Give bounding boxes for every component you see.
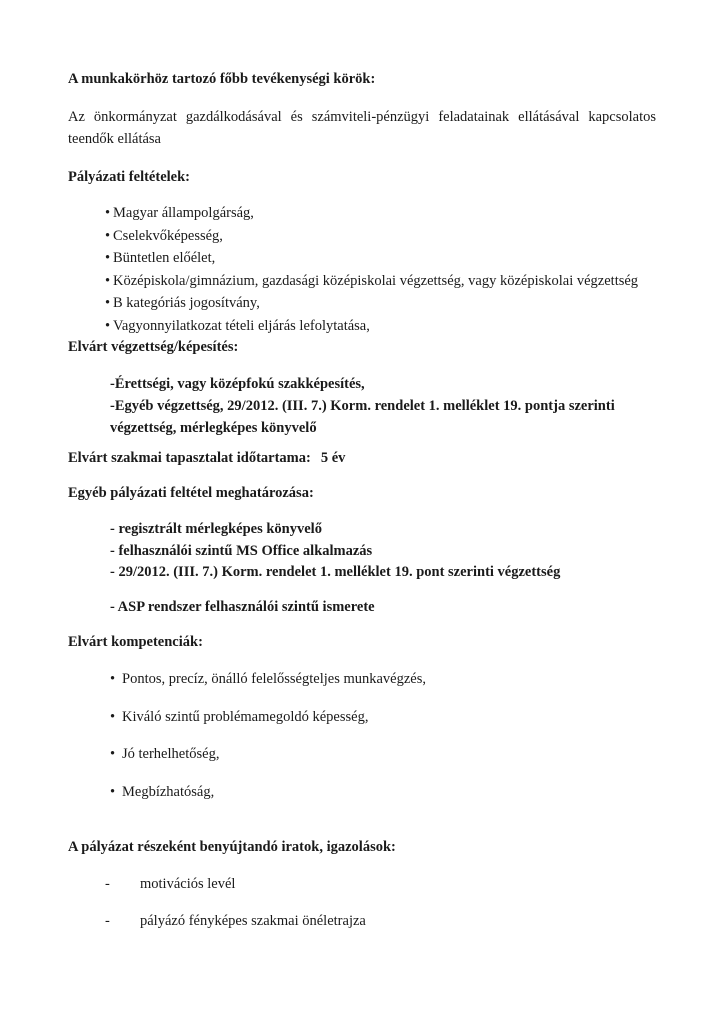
list-item: -Egyéb végzettség, 29/2012. (III. 7.) Korm. rendelet 1. melléklet 19. pontja szerinti végzettség, mérlegképes könyvelő xyxy=(110,398,615,436)
bullet-marker: • xyxy=(105,227,111,244)
experience-value: 5 év xyxy=(320,450,346,466)
bullet-marker: • xyxy=(110,783,116,800)
documents-list xyxy=(105,873,366,947)
list-item: - regisztrált mérlegképes könyvelő xyxy=(110,521,322,537)
list-item-text: Pontos, precíz, önálló felelősségteljes munkavégzés, xyxy=(122,671,427,687)
education-list xyxy=(110,373,658,439)
bullet-marker: • xyxy=(105,317,111,334)
list-item-text: Vagyonnyilatkozat tételi eljárás lefolytatása, xyxy=(113,317,370,334)
requirements-list xyxy=(105,202,638,337)
list-item-text: Jó terhelhetőség, xyxy=(122,746,220,762)
list-item: - felhasználói szintű MS Office alkalmazás xyxy=(110,542,373,559)
list-item-text: Megbízhatóság, xyxy=(122,783,215,800)
section-heading-experience: Elvárt szakmai tapasztalat időtartama: xyxy=(68,450,311,466)
list-item: - ASP rendszer felhasználói szintű ismerete xyxy=(110,599,375,615)
list-item-text: motivációs levél xyxy=(140,876,236,892)
tasks-paragraph: Az önkormányzat gazdálkodásával és számviteli-pénzügyi feladatainak ellátásával kapcsolatos teendők ellátása xyxy=(68,109,656,147)
list-item xyxy=(105,292,638,315)
list-item-text: B kategóriás jogosítvány, xyxy=(113,295,260,311)
competencies-list xyxy=(110,668,426,818)
bullet-marker: • xyxy=(110,671,116,687)
list-item xyxy=(110,781,426,803)
section-heading-competencies: Elvárt kompetenciák: xyxy=(68,634,203,650)
list-item xyxy=(105,873,366,895)
section-heading-requirements: Pályázati feltételek: xyxy=(68,169,190,185)
dash-marker: - xyxy=(105,913,110,929)
bullet-marker: • xyxy=(105,205,111,221)
list-item: - 29/2012. (III. 7.) Korm. rendelet 1. melléklet 19. pont szerinti végzettség xyxy=(110,564,561,580)
bullet-marker: • xyxy=(105,295,111,311)
bullet-marker: • xyxy=(105,250,111,266)
list-item-text: Büntetlen előélet, xyxy=(113,250,216,266)
list-item xyxy=(105,225,638,248)
section-heading-tasks: A munkakörhöz tartozó főbb tevékenységi körök: xyxy=(68,71,376,87)
dash-marker: - xyxy=(105,876,110,892)
list-item-text: Cselekvőképesség, xyxy=(113,227,223,244)
list-item xyxy=(110,706,426,728)
section-heading-other-conditions: Egyéb pályázati feltétel meghatározása: xyxy=(68,485,314,501)
experience-line xyxy=(68,447,345,469)
list-item xyxy=(105,202,638,225)
list-item xyxy=(110,668,426,690)
list-item xyxy=(110,743,426,765)
bullet-marker: • xyxy=(110,708,116,725)
list-item-text: Kiváló szintű problémamegoldó képesség, xyxy=(122,708,369,725)
list-item xyxy=(105,910,366,932)
list-item xyxy=(105,270,638,293)
section-heading-education: Elvárt végzettség/képesítés: xyxy=(68,339,239,355)
list-item xyxy=(105,315,638,338)
list-item-text: Magyar állampolgárság, xyxy=(113,205,254,221)
list-item-text: Középiskola/gimnázium, gazdasági középiskolai végzettség, vagy középiskolai végzettség xyxy=(113,272,639,289)
section-heading-documents: A pályázat részeként benyújtandó iratok, igazolások: xyxy=(68,839,396,855)
other-conditions-list xyxy=(110,519,560,584)
list-item: -Érettségi, vagy középfokú szakképesítés, xyxy=(110,376,365,392)
other-conditions-list-extra xyxy=(110,597,375,619)
bullet-marker: • xyxy=(105,272,111,289)
list-item xyxy=(105,247,638,270)
bullet-marker: • xyxy=(110,746,116,762)
list-item-text: pályázó fényképes szakmai önéletrajza xyxy=(140,913,366,929)
